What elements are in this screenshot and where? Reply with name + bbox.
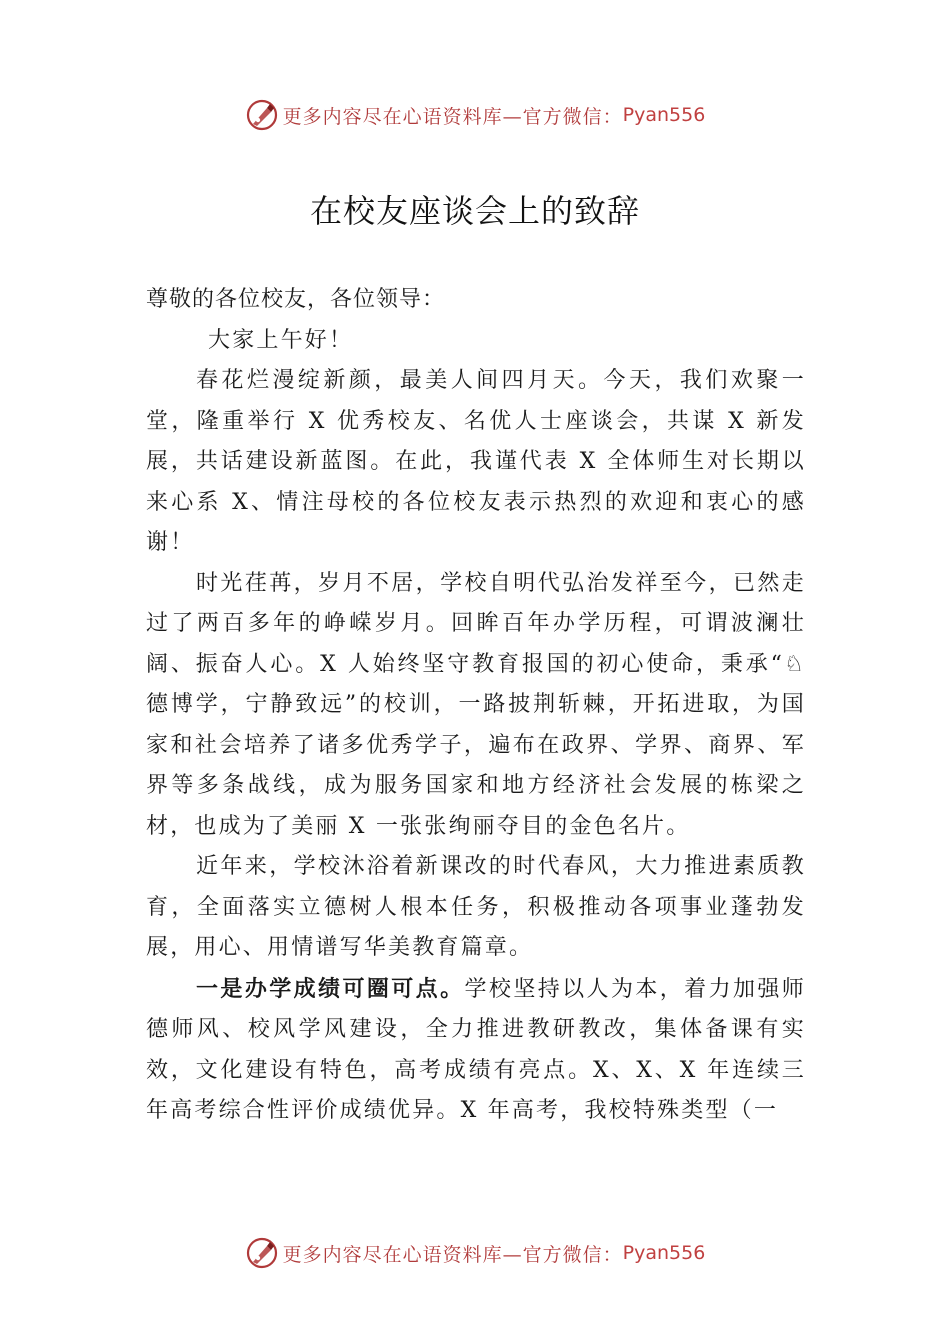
document-title: 在校友座谈会上的致辞	[309, 192, 640, 230]
pen-logo-icon	[245, 1236, 279, 1270]
salutation: 尊敬的各位校友，各位领导：	[146, 287, 446, 312]
watermark-wechat-id: Pyan556	[622, 1242, 706, 1264]
watermark-wechat-id: Pyan556	[622, 104, 706, 126]
watermark-text: 更多内容尽在心语资料库—官方微信：	[282, 105, 623, 128]
paragraph-text: 学校坚持以人为本，着力加强师德师风、校风学风建设，全力推进教研教改，集体备课有实效，文化建设有特色，高考成绩有亮点。X、X、X 年连续三年高考综合性评价成绩优异。X 年高考，我校特殊类型（一	[146, 976, 807, 1123]
watermark-text: 更多内容尽在心语资料库—官方微信：	[282, 1243, 623, 1266]
paragraph: 时光荏苒，岁月不居，学校自明代弘治发祥至今，已然走过了两百多年的峥嵘岁月。回眸百年办学历程，可谓波澜壮阔、振奋人心。X 人始终坚守教育报国的初心使命，秉承“♘德博学，宁静致远”的校训，一路披荆斩棘，开拓进取，为国家和社会培养了诸多优秀学子，遍布在政界、学界、商界、军界等多条战线，成为服务国家和地方经济社会发展的栋梁之材，也成为了美丽 X 一张张绚丽夺目的金色名片。	[146, 570, 806, 839]
paragraph: 近年来，学校沐浴着新课改的时代春风，大力推进素质教育，全面落实立德树人根本任务，积极推动各项事业蓬勃发展，用心、用情谱写华美教育篇章。	[146, 854, 806, 960]
pen-logo-icon	[245, 98, 279, 132]
paragraph-lead: 一是办学成绩可圈可点。	[196, 975, 465, 1002]
paragraph: 春花烂漫绽新颜，最美人间四月天。今天，我们欢聚一堂，隆重举行 X 优秀校友、名优人士座谈会，共谋 X 新发展，共话建设新蓝图。在此，我谨代表 X 全体师生对长期以来心系 X、情注母校的各位校友表示热烈的欢迎和衷心的感谢！	[146, 368, 806, 555]
document-body	[146, 280, 806, 1132]
watermark-footer	[0, 1233, 950, 1273]
paragraph-point-one	[146, 969, 806, 1132]
watermark-header	[0, 95, 950, 135]
greeting: 大家上午好！	[208, 327, 354, 353]
